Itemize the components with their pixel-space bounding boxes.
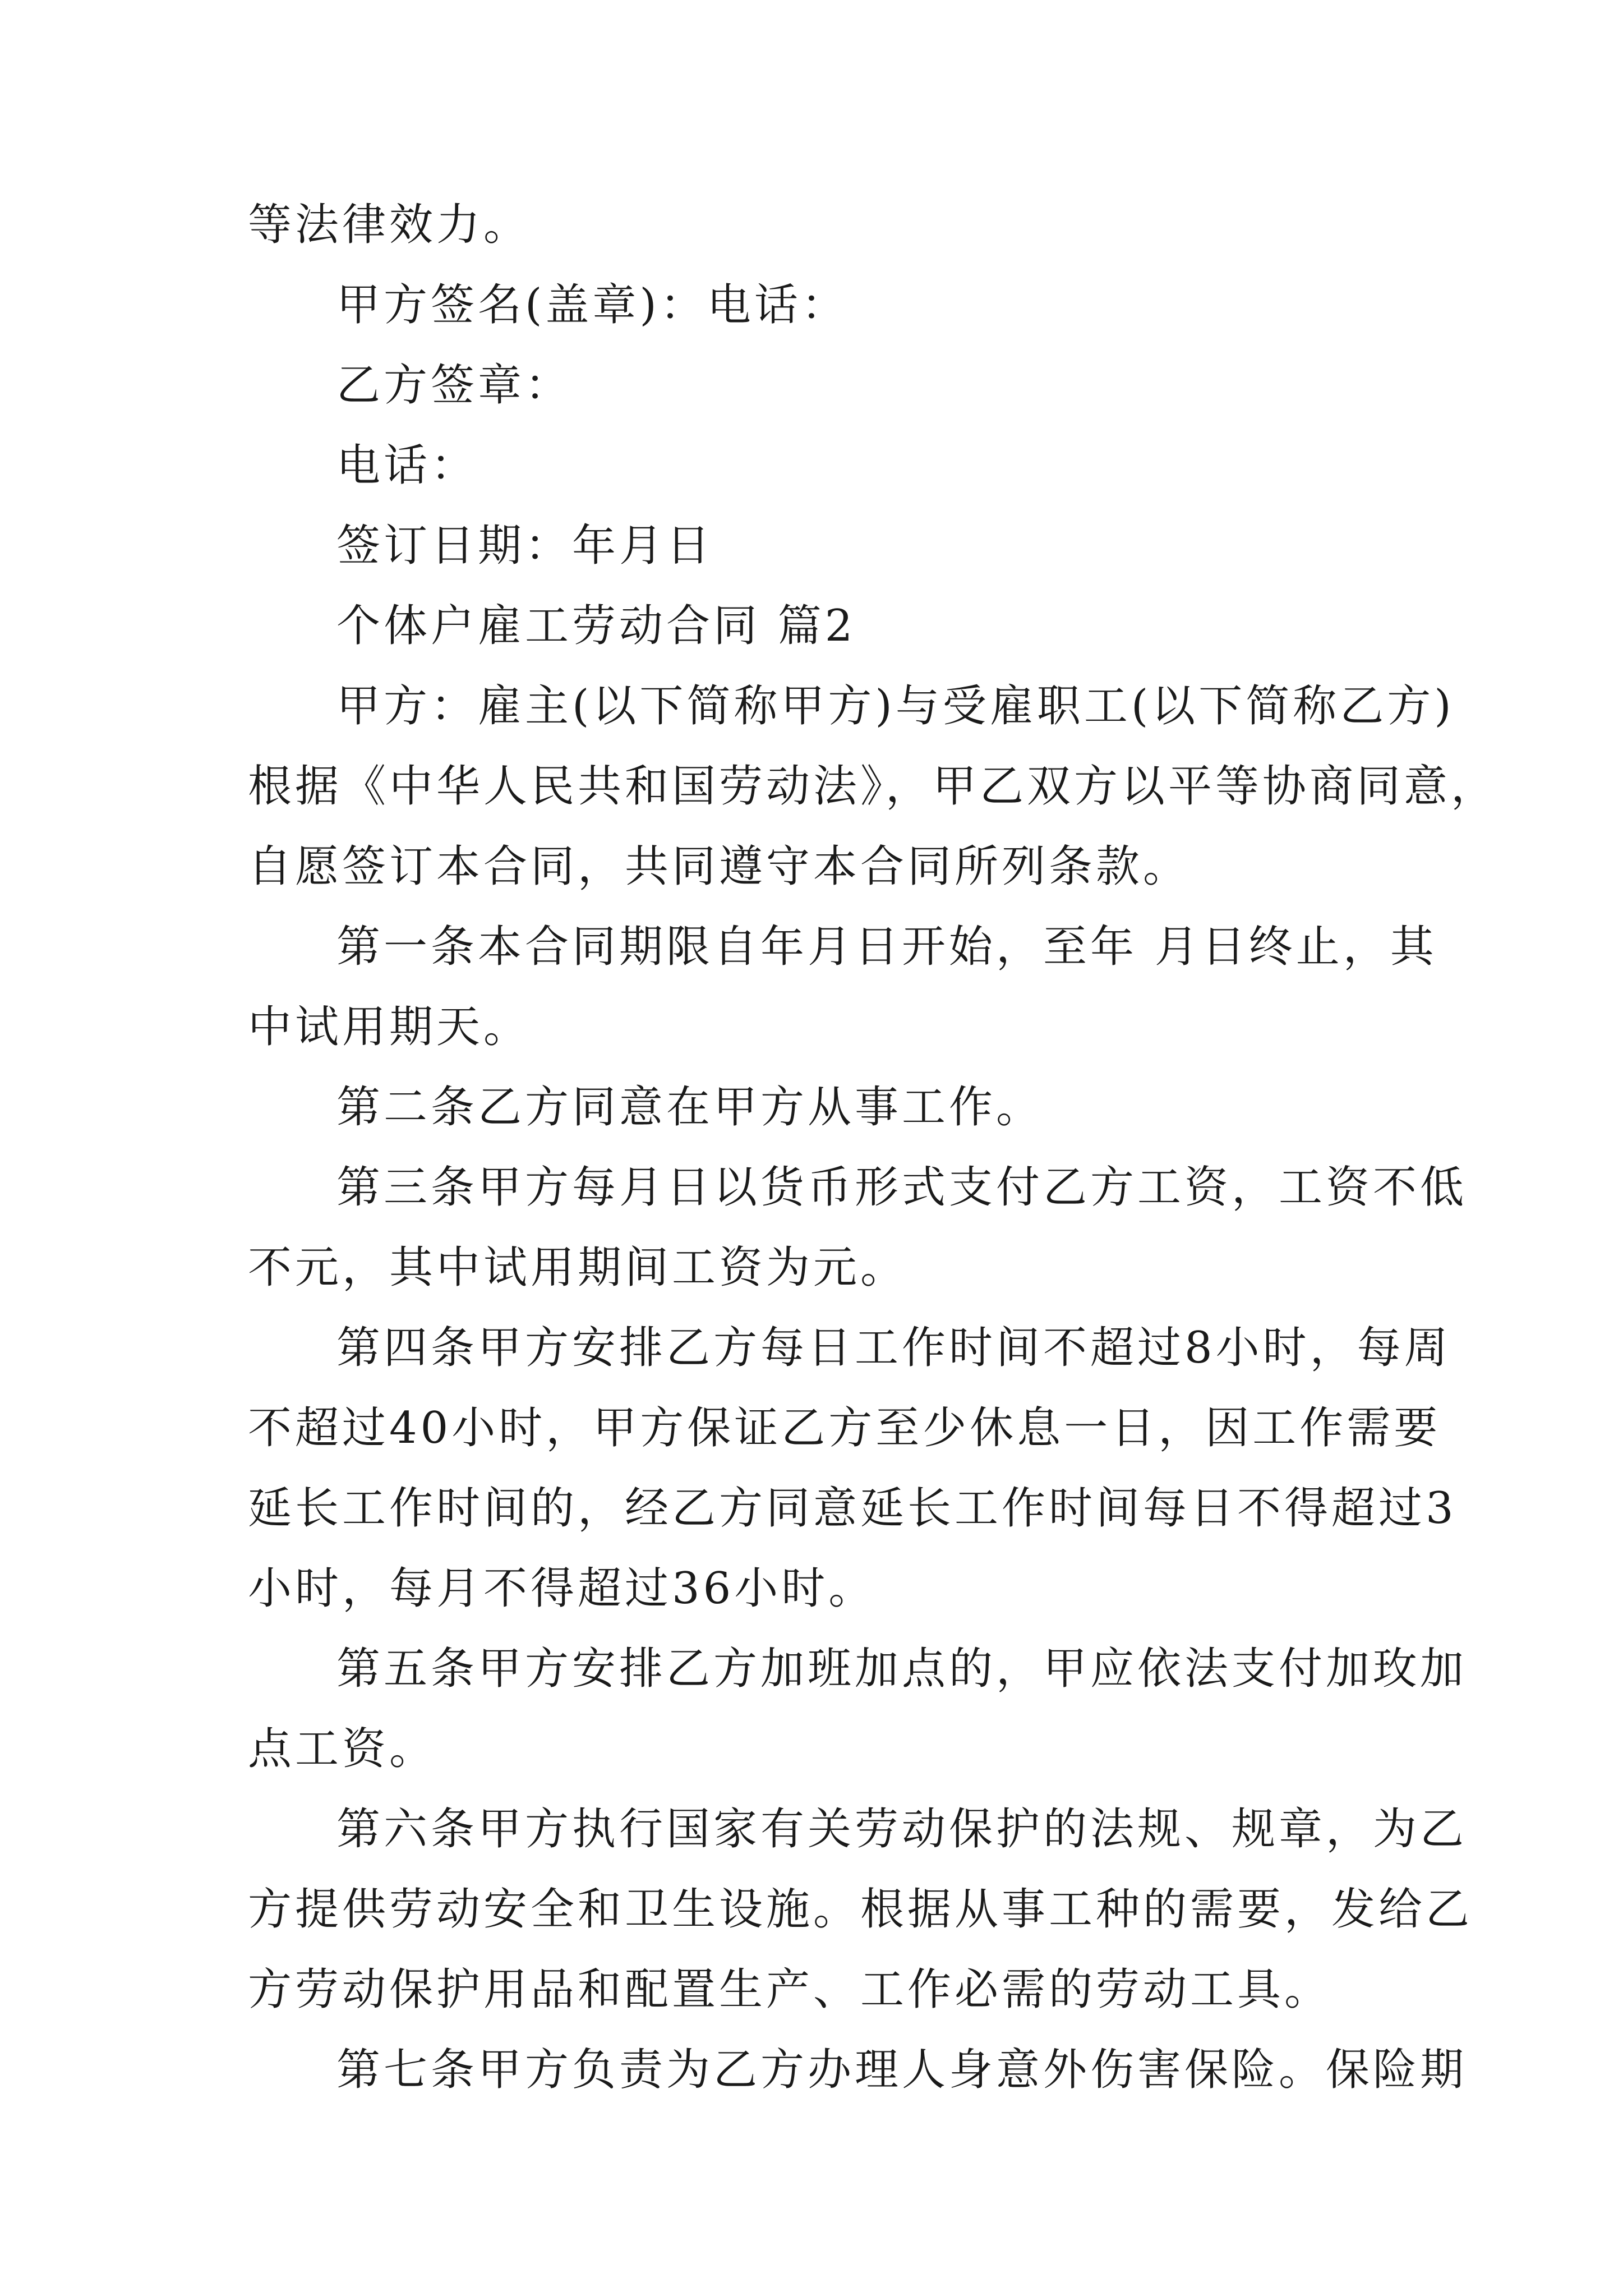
- text-line: 第一条本合同期限自年月日开始，至年 月日终止，其: [336, 922, 1437, 972]
- text-line: 中试用期天。: [248, 1002, 531, 1052]
- document-body: [248, 185, 1498, 2110]
- text-line: 点工资。: [248, 1724, 437, 1774]
- text-line: 根据《中华人民共和国劳动法》，甲乙双方以平等协商同意，: [248, 761, 1498, 812]
- text-line: 不元，其中试用期间工资为元。: [248, 1243, 908, 1293]
- text-line: 方提供劳动安全和卫生设施。根据从事工种的需要，发给乙: [248, 1884, 1473, 1935]
- text-line: 甲方：雇主(以下简称甲方)与受雇职工(以下简称乙方): [336, 681, 1455, 731]
- text-line: 电话：: [336, 440, 478, 491]
- text-line: 方劳动保护用品和配置生产、工作必需的劳动工具。: [248, 1964, 1332, 2015]
- text-line: 第二条乙方同意在甲方从事工作。: [336, 1082, 1044, 1133]
- section-heading: 个体户雇工劳动合同 篇2: [336, 601, 856, 651]
- text-line: 第七条甲方负责为乙方办理人身意外伤害保险。保险期: [336, 2045, 1468, 2095]
- text-line: 自愿签订本合同，共同遵守本合同所列条款。: [248, 841, 1191, 892]
- text-line: 不超过40小时，甲方保证乙方至少休息一日，因工作需要: [248, 1403, 1441, 1453]
- text-line: 第五条甲方安排乙方加班加点的，甲应依法支付加玫加: [336, 1644, 1468, 1694]
- text-line: 第六条甲方执行国家有关劳动保护的法规、规章，为乙: [336, 1804, 1468, 1855]
- text-line: 签订日期：年月日: [336, 521, 714, 571]
- text-line: 等法律效力。: [248, 200, 531, 250]
- text-line: 延长工作时间的，经乙方同意延长工作时间每日不得超过3: [248, 1483, 1457, 1534]
- text-line: 小时，每月不得超过36小时。: [248, 1563, 876, 1614]
- text-line: 甲方签名(盖章)：电话：: [336, 280, 849, 330]
- text-line: 乙方签章：: [336, 360, 573, 411]
- text-line: 第三条甲方每月日以货币形式支付乙方工资，工资不低: [336, 1162, 1468, 1213]
- text-line: 第四条甲方安排乙方每日工作时间不超过8小时，每周: [336, 1323, 1451, 1373]
